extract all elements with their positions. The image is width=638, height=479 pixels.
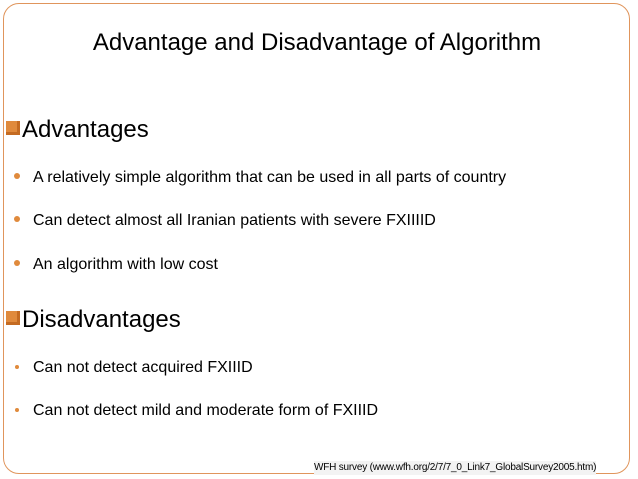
advantage-item [14, 210, 436, 232]
bullet-dot-icon [15, 408, 19, 412]
bullet-dot-icon [14, 260, 20, 266]
bullet-dot-icon [14, 216, 20, 222]
slide-title-text: Advantage and Disadvantage of Algorithm [92, 29, 542, 56]
checkbox-bullet-icon [6, 121, 20, 135]
advantage-item-text: A relatively simple algorithm that can be used in all parts of country [33, 169, 507, 186]
bullet-dot-icon [14, 173, 20, 179]
disadvantage-item-text: Can not detect mild and moderate form of FXIIID [33, 402, 379, 419]
bullet-dot-icon [15, 365, 19, 369]
disadvantage-item [14, 357, 253, 379]
disadvantage-item [14, 400, 378, 422]
advantage-item-text: An algorithm with low cost [33, 256, 218, 273]
advantage-item-text: Can detect almost all Iranian patients with severe FXIIIID [33, 212, 436, 229]
advantage-item [14, 167, 506, 189]
disadvantage-item-text: Can not detect acquired FXIIID [33, 359, 253, 376]
checkbox-bullet-icon [6, 311, 20, 325]
slide-title [0, 26, 638, 60]
source-citation: WFH survey (www.wfh.org/2/7/7_0_Link7_GlobalSurvey2005.htm) [314, 462, 597, 473]
advantages-heading [6, 115, 149, 145]
advantage-item [14, 254, 218, 276]
disadvantages-heading [6, 305, 181, 335]
disadvantages-heading-text: Disadvantages [22, 306, 181, 333]
advantages-heading-text: Advantages [22, 116, 149, 143]
